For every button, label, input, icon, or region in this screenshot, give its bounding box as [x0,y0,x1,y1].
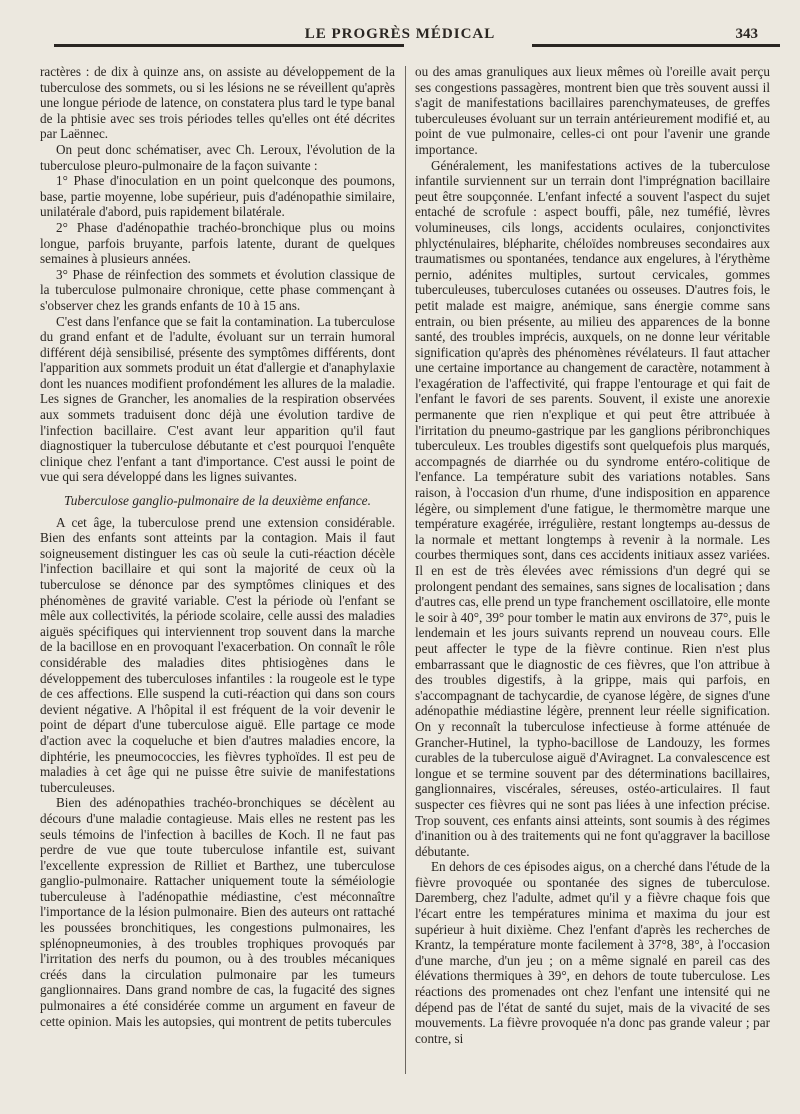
paragraph: On peut donc schématiser, avec Ch. Leroux, l'évolution de la tuberculose pleuro-pulmonaire de la façon suivante : [40,141,395,173]
section-heading: Tuberculose ganglio-pulmonaire de la deuxième enfance. [64,493,371,509]
journal-title: LE PROGRÈS MÉDICAL [304,26,496,42]
header-rule-left [54,44,404,47]
header-rule-right [532,44,780,47]
paragraph: 2° Phase d'adénopathie trachéo-bronchique plus ou moins longue, parfois bruyante, parfois latente, durant de quelques semaines à plusieurs années. [40,219,395,267]
paragraph: Bien des adénopathies trachéo-bronchiques se décèlent au décours d'une maladie contagieuse. Mais elles ne restent pas les seuls témoins de l'infection à bacilles de Koch. Il ne faut pas perdre de vue que toute tuberculose infantile est, suivant l'excellente expression de Rilliet et Barthez, une tuberculose ganglio-pulmonaire. Rattacher uniquement toute la séméiologie tuberculeuse à l'adénopathie médiastine, c'est méconnaître l'importance de la lésion pulmonaire. Bien des auteurs ont rattaché les poussées bronchitiques, les congestions pulmonaires, les splénopneumonies, à des troubles trophiques provoqués par l'irritation des nerfs du poumon, ou à des troubles mécaniques créés dans la circulation pulmonaire par les tumeurs ganglionnaires. Dans grand nombre de cas, la fugacité des signes pulmonaires a été considérée comme un argument en faveur de cette opinion. Mais les autopsies, qui montrent de petits tubercules [40,795,395,1029]
paragraph: A cet âge, la tuberculose prend une extension considérable. Bien des enfants sont atteints par la contagion. Mais il faut soigneusement distinguer les cas où seule la cuti-réaction décèle l'infection bacillaire et qui sont la majorité de ceux où la tuberculose se dénonce par des symptômes cliniques et des phénomènes de gravité variable. C'est la période où l'enfant se mêle aux collectivités, la période scolaire, celle aussi des maladies aiguës spécifiques qui interviennent trop souvent dans la marche de la bacillose en en provoquant l'exacerbation. On connaît le rôle considérable des maladies dites phtisiogènes dans le développement des tuberculoses infantiles : la rougeole est le type de ces affections. Elle suspend la cuti-réaction qui dans son cours devient négative. A l'hôpital il est fréquent de la voir devenir le point de départ d'une tuberculose aiguë. Elle partage ce mode d'action avec la coqueluche et bien d'autres maladies encore, la diphtérie, les pneumococcies, les fièvres typhoïdes. Il est peu de maladies à cet âge qui ne puisse être suivie de manifestations tuberculeuses. [40,514,395,795]
left-column [40,64,395,1086]
paragraph: C'est dans l'enfance que se fait la contamination. La tuberculose du grand enfant et de l'adulte, évoluant sur un terrain humoral différent déjà sensibilisé, présente des symptômes différents, dont l'apparition aux sommets produit un état d'allergie et d'anaphylaxie dont les nuances modifient profondément les allures de la maladie. Les signes de Grancher, les anomalies de la respiration observées aux sommets traduisent donc déjà une évolution tardive de l'infection bacillaire. C'est avant leur apparition qu'il faut diagnostiquer la tuberculose débutante et c'est pourquoi l'enquête clinique chez l'enfant a tant d'importance. C'est aussi le point de vue qui sera développé dans les lignes suivantes. [40,313,395,485]
paragraph: Généralement, les manifestations actives de la tuberculose infantile surviennent sur un terrain dont l'imprégnation bacillaire peut être soupçonnée. L'enfant infecté a souvent l'aspect du sujet entaché de scrofule : aspect bouffi, pâle, nez tuméfié, lèvres volumineuses, cils longs, accidents oculaires, conjonctivites phlycténulaires, blépharite, chéloïdes nombreuses secondaires aux traumatismes ou spontanées, tendance aux engelures, à l'érythème pernio, adénites multiples, surtout cervicales, gommes tuberculeuses, tuberculoses cutanées ou osseuses. D'autres fois, le petit malade est maigre, anémique, sans énergie comme sans entrain, ou bien présente, au milieu des apparences de la bonne santé, des troubles imprécis, auxquels, on ne donne leur véritable signification qu'après des phénomènes révélateurs. Il faut attacher une certaine importance au changement de caractère, notamment à l'exagération de l'affectivité, qui frappe l'entourage et qui fait de l'enfant le favori de ses parents. Souvent, il existe une anorexie permanente que rien n'explique et qui peut être attribuée à l'irritation du pneumo-gastrique par les ganglions péribronchiques tuberculeux. Les troubles digestifs sont quelquefois plus marqués, accompagnés de diarrhée ou du syndrome entéro-colitique de l'enfance. La température subit des variations notables. Sans raison, à l'occasion d'un rhume, d'une indisposition en apparence légère, ou simplement d'une fatigue, le thermomètre marque une température exagérée, irrégulière, restant longtemps au-dessus de la normale et mettant longtemps à revenir à la normale. Les courbes thermiques sont, dans ces accidents initiaux assez variées. Il en est de très élevées avec rémissions d'un degré qui se prolongent pendant des semaines, sans signes de localisation ; dans d'autres cas, elle prend un type franchement oscillatoire, elle monte le soir à 40°, 39° pour tomber le matin aux environs de 37°, puis le lendemain et les jours suivants reprend un nouveau cours. Elle peut affecter le type de la fièvre continue. Rien n'est plus embarrassant que le diagnostic de ces fièvres, que l'on attribue à des troubles digestifs, à la grippe, mais qui parfois, en s'accompagnant de tachycardie, de cyanose légère, de signes d'une adénopathie médiastine légère, prennent leur réelle signification. On y reconnaît la tuberculose infectieuse à forme atténuée de Grancher-Hutinel, la typho-bacillose de Landouzy, les formes curables de la tuberculose aiguë d'Aviragnet. La convalescence est longue et se termine souvent par des déterminations bacillaires, ganglionnaires, viscérales, séreuses, ostéo-articulaires. Il faut suspecter ces fièvres qui ne sont pas liées à une infection précise. Trop souvent, ces enfants ainsi atteints, sont soumis à des régimes d'inanition ou à des traitements qui ne font qu'aggraver la bacillose débutante. [415,157,770,859]
paragraph: 3° Phase de réinfection des sommets et évolution classique de la tuberculose pulmonaire chronique, cette phase commençant à s'observer chez les grands enfants de 10 à 15 ans. [40,266,395,313]
page-number: 343 [735,26,758,42]
paragraph: ractères : de dix à quinze ans, on assiste au développement de la tuberculose des sommets, ou si les lésions ne se réveillent qu'après une longue période de latence, on constatera plus tard le type banal de la phtisie avec ses trois périodes telles qu'elles ont été décrites par Laënnec. [40,64,395,142]
paragraph: En dehors de ces épisodes aigus, on a cherché dans l'étude de la fièvre provoquée ou spontanée des signes de tuberculose. Daremberg, chez l'adulte, admet qu'il y a fièvre chaque fois que l'écart entre les températures minima et maxima du jour est supérieur à huit dixième. Chez l'enfant d'après les recherches de Krantz, la température monte facilement à 37°8, 38°, à l'occasion d'une marche, d'un jeu ; on a même signalé en pareil cas des élévations thermiques à 39°, en dehors de toute tuberculose. Les réactions des promenades ont chez l'enfant une intensité qui ne dépend pas de l'état de santé du sujet, mais de la vivacité de ses mouvements. La fièvre provoquée n'a donc pas grande valeur ; par contre, si [415,859,770,1046]
paragraph: 1° Phase d'inoculation en un point quelconque des poumons, base, partie moyenne, lobe supérieur, puis d'adénopathie similaire, unilatérale d'abord, puis rapidement bilatérale. [40,173,395,220]
paragraph: ou des amas granuliques aux lieux mêmes où l'oreille avait perçu ses congestions passagères, montrent bien que très souvent aussi il s'agit de manifestations bacillaires parenchymateuses, de greffes tuberculeuses évoluant sur un terrain antérieurement modifié et, au point de vue pulmonaire, celles-ci ont pour l'avenir une grande importance. [415,64,770,157]
right-column [415,64,770,1086]
running-head [30,22,770,46]
text-columns [40,64,770,1086]
